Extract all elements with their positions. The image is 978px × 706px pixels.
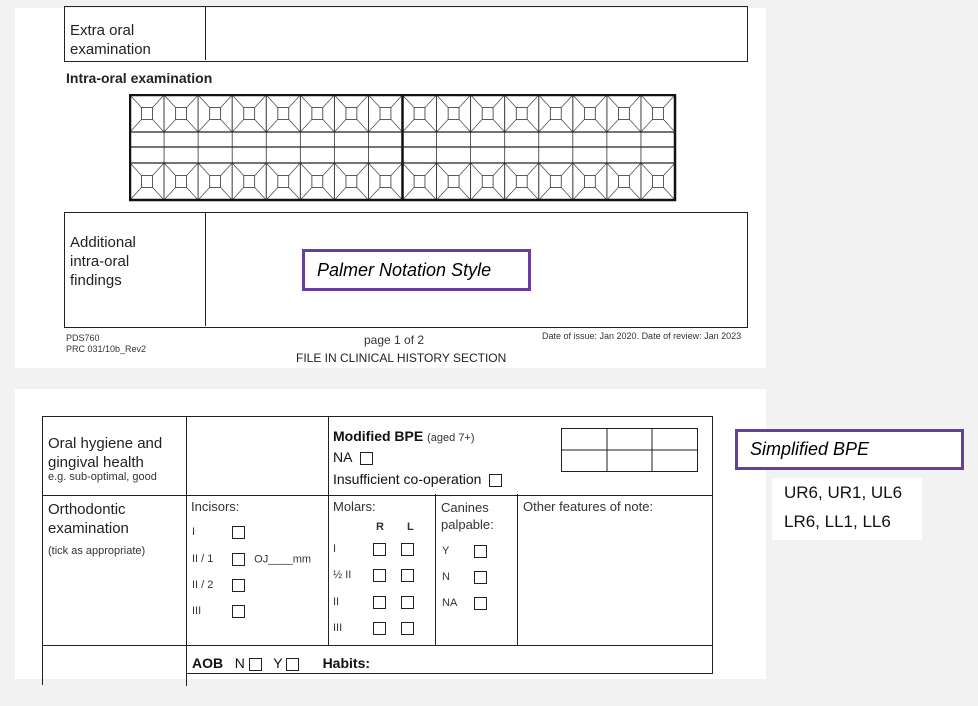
bpe-na-option: NA	[333, 449, 373, 465]
form-page-2	[15, 389, 766, 679]
extra-oral-divider	[205, 6, 206, 60]
issue-review-dates: Date of issue: Jan 2020. Date of review: Jan 2023	[542, 331, 742, 341]
bpe-upper-teeth: UR6, UR1, UL6	[784, 483, 903, 502]
incisor-I-checkbox[interactable]	[232, 526, 245, 539]
molar-III-l-checkbox[interactable]	[401, 622, 414, 635]
molar-II: II	[333, 596, 414, 609]
intra-oral-title: Intra-oral examination	[66, 70, 213, 86]
molar-I-l-checkbox[interactable]	[401, 543, 414, 556]
ortho-hint: (tick as appropriate)	[48, 545, 146, 557]
molar-half-II-l-checkbox[interactable]	[401, 569, 414, 582]
molar-II-l-checkbox[interactable]	[401, 596, 414, 609]
extra-oral-box	[64, 6, 748, 62]
incisor-I: I	[192, 526, 245, 539]
molar-III: III	[333, 622, 414, 635]
molar-half-II-r-checkbox[interactable]	[373, 569, 386, 582]
col-divider-4	[517, 494, 518, 645]
molar-half-II: ½ II	[333, 569, 414, 582]
overjet-field[interactable]: OJ____mm	[254, 553, 312, 566]
tooth-chart	[129, 94, 677, 202]
bpe-na-checkbox[interactable]	[360, 452, 373, 465]
molar-r-header: R	[376, 521, 384, 533]
bpe-insufficient-option: Insufficient co-operation	[333, 471, 502, 487]
simplified-bpe-teeth-list	[772, 478, 922, 540]
extra-oral-label: Extra oral examination	[70, 22, 151, 58]
additional-findings-label: Additional intra-oral findings	[70, 234, 136, 289]
col-divider-2	[328, 416, 329, 645]
file-instruction: FILE IN CLINICAL HISTORY SECTION	[296, 351, 507, 365]
canine-Y-checkbox[interactable]	[474, 545, 487, 558]
form-code: PDS760 PRC 031/10b_Rev2	[66, 333, 147, 354]
incisor-II-2-checkbox[interactable]	[232, 579, 245, 592]
ortho-label: Orthodontic examination	[48, 501, 129, 537]
canine-NA-checkbox[interactable]	[474, 597, 487, 610]
incisor-II-2: II / 2	[192, 579, 245, 592]
form-page-1	[15, 8, 766, 368]
molar-l-header: L	[407, 521, 414, 533]
molars-label: Molars:	[333, 499, 376, 514]
incisor-II-1: II / 1 OJ____mm	[192, 553, 312, 566]
simplified-bpe-callout: Simplified BPE	[735, 429, 964, 470]
col-divider-3	[435, 494, 436, 645]
bpe-grid[interactable]	[561, 428, 699, 473]
incisor-II-1-checkbox[interactable]	[232, 553, 245, 566]
incisor-III-checkbox[interactable]	[232, 605, 245, 618]
additional-findings-divider	[205, 212, 206, 326]
molar-III-r-checkbox[interactable]	[373, 622, 386, 635]
bpe-insufficient-checkbox[interactable]	[489, 474, 502, 487]
canine-N: N	[442, 571, 487, 584]
canine-N-checkbox[interactable]	[474, 571, 487, 584]
palmer-notation-callout: Palmer Notation Style	[302, 249, 531, 291]
modified-bpe-title: Modified BPE (aged 7+)	[333, 428, 475, 444]
left-column-line	[42, 645, 43, 685]
habits-label: Habits:	[322, 655, 371, 671]
canine-NA: NA	[442, 597, 487, 610]
canine-Y: Y	[442, 545, 487, 558]
canines-label: Canines palpable:	[441, 500, 494, 532]
aob-row-content: AOB N Y Habits:	[192, 655, 371, 671]
aob-y-checkbox[interactable]	[286, 658, 299, 671]
molar-II-r-checkbox[interactable]	[373, 596, 386, 609]
bpe-lower-teeth: LR6, LL1, LL6	[784, 512, 891, 531]
incisor-III: III	[192, 605, 245, 618]
other-features-label: Other features of note:	[523, 499, 654, 514]
page-number: page 1 of 2	[364, 333, 425, 347]
incisors-label: Incisors:	[191, 499, 240, 514]
oral-hygiene-hint: e.g. sub-optimal, good	[48, 471, 157, 483]
molar-I-r-checkbox[interactable]	[373, 543, 386, 556]
col-divider-1	[186, 416, 187, 686]
molar-I: I	[333, 543, 414, 556]
oral-hygiene-label: Oral hygiene and gingival health	[48, 435, 163, 471]
aob-n-checkbox[interactable]	[249, 658, 262, 671]
